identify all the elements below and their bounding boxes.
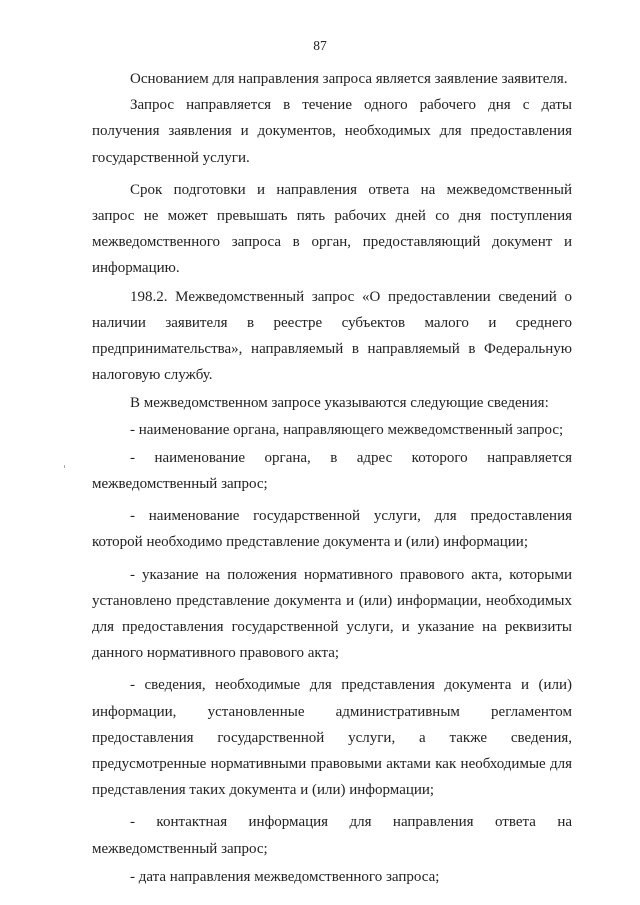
list-item-request-date: - дата направления межведомственного запроса;: [130, 868, 440, 885]
document-body: [92, 66, 572, 890]
list-item-legal-act: - указание на положения нормативного правового акта, которыми установлено представление документа и (или) информации, необходимых для предоставления государственной услуги, и указание на реквизиты данного нормативного правового акта;: [92, 566, 572, 662]
paragraph-request-contents-intro: В межведомственном запросе указываются следующие сведения:: [130, 395, 549, 412]
margin-mark: [64, 465, 65, 468]
list-item-addressee-body: - наименование органа, в адрес которого направляется межведомственный запрос;: [92, 449, 572, 493]
paragraph-basis: Основанием для направления запроса является заявление заявителя.: [130, 71, 568, 87]
list-item-required-info: - сведения, необходимые для представления документа и (или) информации, установленные административным регламентом предоставления государственной услуги, а также сведения, предусмотренные нормативными правовыми актами как необходимые для представления таких документа и (или) информации;: [92, 677, 572, 799]
paragraph-198-2: 198.2. Межведомственный запрос «О предоставлении сведений о наличии заявителя в реестре субъектов малого и среднего предпринимательства», направляемый в направляемый в Федеральную налоговую службу.: [92, 288, 572, 384]
paragraph-response-deadline: Срок подготовки и направления ответа на межведомственный запрос не может превышать пять рабочих дней со дня поступления межведомственного запроса в орган, предоставляющий документ и информацию.: [92, 181, 572, 277]
list-item-requesting-body: - наименование органа, направляющего межведомственный запрос;: [130, 421, 564, 438]
list-item-service-name: - наименование государственной услуги, для предоставления которой необходимо представление документа и (или) информации;: [92, 508, 572, 551]
page-number: 87: [313, 38, 327, 53]
paragraph-request-term: Запрос направляется в течение одного рабочего дня с даты получения заявления и документов, необходимых для предоставления государственной услуги.: [92, 97, 572, 166]
list-item-contact-info: - контактная информация для направления ответа на межведомственный запрос;: [92, 814, 572, 857]
